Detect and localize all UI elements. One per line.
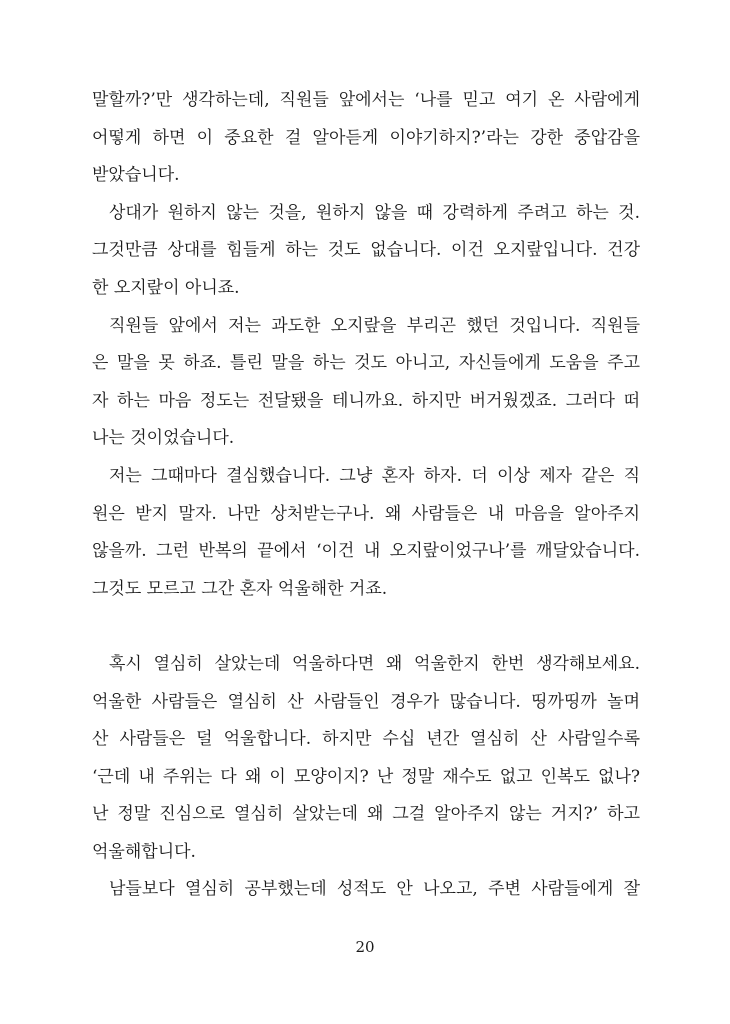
text-line: 말할까?’만 생각하는데, 직원들 앞에서는 ‘나를 믿고 여기 온 사람에게 — [92, 90, 640, 110]
paragraph-break — [92, 614, 640, 652]
paragraph — [92, 877, 640, 915]
text-line: 산 사람들은 덜 억울합니다. 하지만 수십 년간 열심히 산 사람일수록 — [92, 729, 640, 750]
text-line: 원은 받지 말자. 나만 상처받는구나. 왜 사람들은 내 마음을 알아주지 — [92, 503, 640, 524]
paragraph — [92, 314, 640, 464]
text-line: 어떻게 하면 이 중요한 걸 알아듣게 이야기하지?’라는 강한 중압감을 — [92, 127, 640, 148]
text-line: 그것만큼 상대를 힘들게 하는 것도 없습니다. 이건 오지랖입니다. 건강 — [92, 240, 640, 261]
body-text — [92, 88, 640, 915]
paragraph — [92, 652, 640, 878]
text-line: 한 오지랖이 아니죠. — [92, 277, 240, 298]
text-line: 상대가 원하지 않는 것을, 원하지 않을 때 강력하게 주려고 하는 것. — [109, 202, 640, 223]
text-line: 난 정말 진심으로 열심히 살았는데 왜 그걸 알아주지 않는 거지?’ 하고 — [92, 804, 640, 825]
paragraph — [92, 464, 640, 614]
paragraph — [92, 201, 640, 314]
text-line: 나는 것이었습니다. — [92, 428, 235, 449]
text-line: 자 하는 마음 정도는 전달됐을 테니까요. 하지만 버거웠겠죠. 그러다 떠 — [92, 390, 640, 411]
text-line: 직원들 앞에서 저는 과도한 오지랖을 부리곤 했던 것입니다. 직원들 — [109, 315, 640, 336]
text-line: 않을까. 그런 반복의 끝에서 ‘이건 내 오지랖이었구나’를 깨달았습니다. — [92, 541, 640, 562]
text-line: 억울해합니다. — [92, 841, 196, 862]
text-line: 받았습니다. — [92, 165, 180, 186]
paragraph — [92, 88, 640, 201]
text-line: 그것도 모르고 그간 혼자 억울해한 거죠. — [92, 578, 388, 599]
text-line: 혹시 열심히 살았는데 억울하다면 왜 억울한지 한번 생각해보세요. — [109, 653, 640, 674]
page-number: 20 — [355, 938, 375, 956]
text-line: 남들보다 열심히 공부했는데 성적도 안 나오고, 주변 사람들에게 잘 — [109, 879, 640, 900]
text-line: 저는 그때마다 결심했습니다. 그냥 혼자 하자. 더 이상 제자 같은 직 — [109, 465, 640, 486]
text-line: 억울한 사람들은 열심히 산 사람들인 경우가 많습니다. 띵까띵까 놀며 — [92, 691, 640, 712]
text-line: 은 말을 못 하죠. 틀린 말을 하는 것도 아니고, 자신들에게 도움을 주고 — [92, 353, 640, 374]
text-line: ‘근데 내 주위는 다 왜 이 모양이지? 난 정말 재수도 없고 인복도 없나? — [92, 766, 640, 787]
